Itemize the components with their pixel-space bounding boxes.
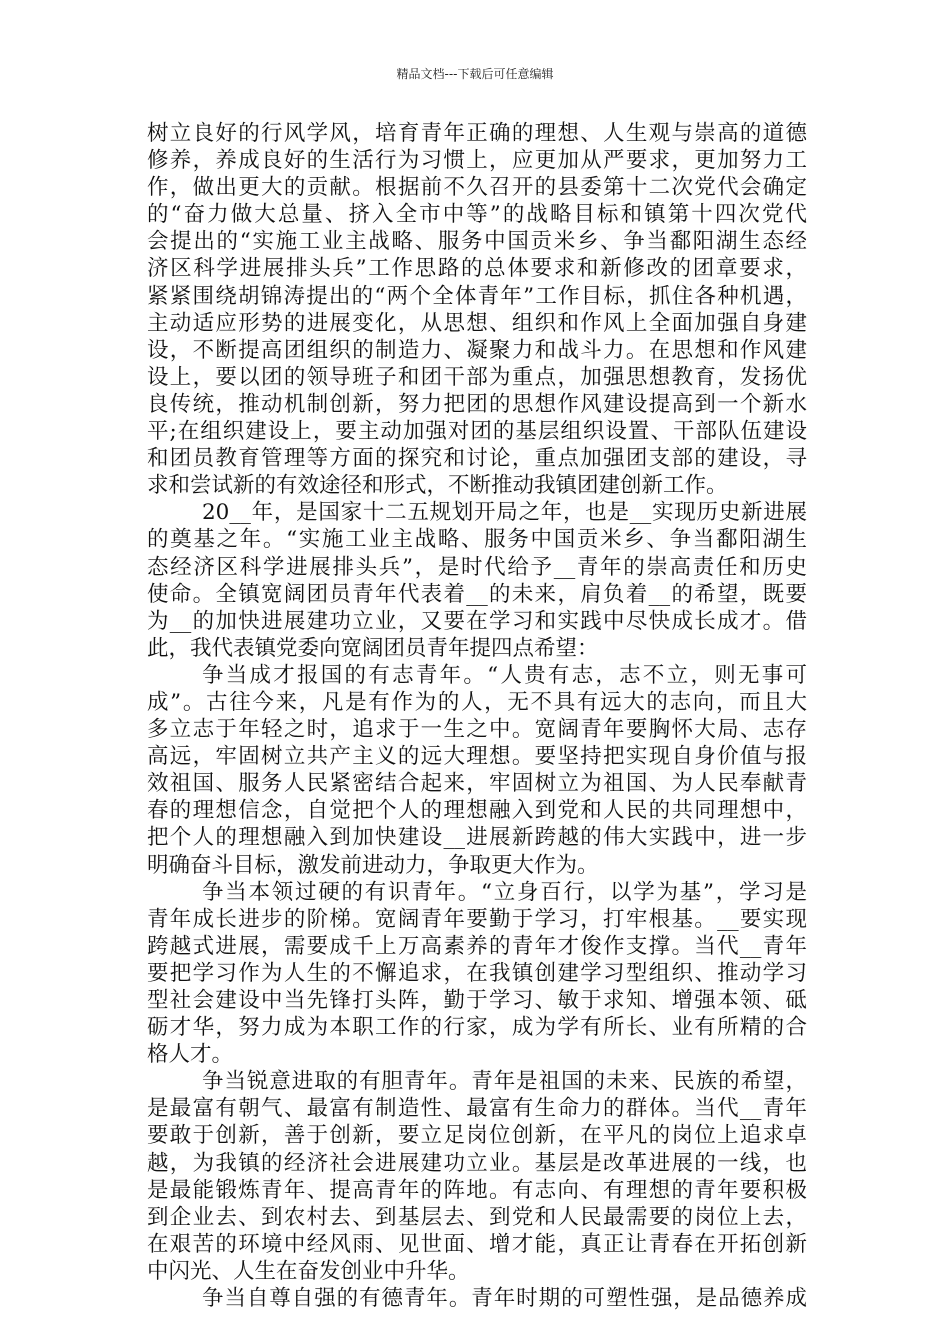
text-line: 高远，牢固树立共产主义的远大理想。要坚持把实现自身价值与报: [147, 744, 807, 770]
text-line: 砺才华，努力成为本职工作的行家，成为学有所长、业有所精的合: [147, 1015, 807, 1041]
text-line: 在艰苦的环境中经风雨、见世面、增才能，真正让青春在开拓创新: [147, 1231, 807, 1257]
text-line: 使命。全镇宽阔团员青年代表着__的未来，肩负着__的希望，既要: [147, 581, 807, 607]
text-line: 设上，要以团的领导班子和团干部为重点，加强思想教育，发扬优: [147, 364, 807, 390]
paragraph-first-line: 20__年，是国家十二五规划开局之年，也是__实现历史新进展: [202, 500, 807, 526]
text-line: 要把学习作为人生的不懈追求，在我镇创建学习型组织、推动学习: [147, 960, 807, 986]
text-line: 设，不断提高团组织的制造力、凝聚力和战斗力。在思想和作风建: [147, 337, 807, 363]
text-line: 中闪光、人生在奋发创业中升华。: [147, 1258, 470, 1284]
paragraph-first-line: 争当本领过硬的有识青年。“立身百行，以学为基”，学习是: [202, 879, 807, 905]
text-line: 跨越式进展，需要成千上万高素养的青年才俊作支撑。当代__青年: [147, 933, 807, 959]
text-line: 平;在组织建设上，要主动加强对团的基层组织设置、干部队伍建设: [147, 419, 807, 445]
text-line: 是最富有朝气、最富有制造性、最富有生命力的群体。当代__青年: [147, 1096, 807, 1122]
text-line: 态经济区科学进展排头兵”，是时代给予__青年的崇高责任和历史: [147, 554, 807, 580]
text-line: 春的理想信念，自觉把个人的理想融入到党和人民的共同理想中，: [147, 798, 807, 824]
paragraph-first-line: 争当成才报国的有志青年。“人贵有志，志不立，则无事可: [202, 662, 807, 688]
text-line: 要敢于创新，善于创新，要立足岗位创新，在平凡的岗位上追求卓: [147, 1123, 807, 1149]
text-line: 型社会建设中当先锋打头阵，勤于学习、敏于求知、增强本领、砥: [147, 988, 807, 1013]
text-line: 和团员教育管理等方面的探究和讨论，重点加强团支部的建设，寻: [147, 446, 807, 472]
text-line: 良传统，推动机制创新，努力把团的思想作风建设提高到一个新水: [147, 391, 807, 417]
text-line: 求和尝试新的有效途径和形式，不断推动我镇团建创新工作。: [147, 473, 728, 499]
text-line: 修养，养成良好的生活行为习惯上，应更加从严要求，更加努力工: [147, 148, 807, 174]
text-line: 到企业去、到农村去、到基层去、到党和人民最需要的岗位上去，: [147, 1204, 807, 1230]
text-line: 树立良好的行风学风，培育青年正确的理想、人生观与崇高的道德: [147, 121, 807, 146]
text-line: 是最能锻炼青年、提高青年的阵地。有志向、有理想的青年要积极: [147, 1177, 807, 1203]
text-line: 的奠基之年。“实施工业主战略、服务中国贡米乡、争当鄱阳湖生: [147, 527, 807, 553]
paragraph-first-line: 争当锐意进取的有胆青年。青年是祖国的未来、民族的希望，: [202, 1069, 807, 1095]
text-line: 成”。古往今来，凡是有作为的人，无不具有远大的志向，而且大: [147, 689, 807, 715]
text-line: 为__的加快进展建功立业，又要在学习和实践中尽快成长成才。借: [147, 608, 807, 634]
text-line: 作，做出更大的贡献。根据前不久召开的县委第十二次党代会确定: [147, 175, 807, 201]
text-line: 此，我代表镇党委向宽阔团员青年提四点希望：: [147, 635, 599, 661]
text-line: 把个人的理想融入到加快建设__进展新跨越的伟大实践中，进一步: [147, 825, 807, 851]
text-line: 明确奋斗目标，激发前进动力，争取更大作为。: [147, 852, 599, 878]
text-line: 紧紧围绕胡锦涛提出的“两个全体青年”工作目标，抓住各种机遇，: [147, 283, 807, 309]
text-line: 的“奋力做大总量、挤入全市中等”的战略目标和镇第十四次党代: [147, 202, 807, 228]
text-line: 青年成长进步的阶梯。宽阔青年要勤于学习，打牢根基。__要实现: [147, 906, 807, 932]
body-text: [147, 120, 807, 1312]
page-header: 精品文档---下载后可任意编辑: [396, 67, 554, 81]
text-line: 济区科学进展排头兵”工作思路的总体要求和新修改的团章要求，: [147, 256, 807, 282]
text-line: 主动适应形势的进展变化，从思想、组织和作风上全面加强自身建: [147, 310, 807, 336]
text-line: 会提出的“实施工业主战略、服务中国贡米乡、争当鄱阳湖生态经: [147, 229, 807, 255]
text-line: 越，为我镇的经济社会进展建功立业。基层是改革进展的一线，也: [147, 1150, 807, 1176]
text-line: 效祖国、服务人民紧密结合起来，牢固树立为祖国、为人民奉献青: [147, 771, 807, 797]
text-line: 格人才。: [147, 1042, 234, 1068]
text-line: 多立志于年轻之时，追求于一生之中。宽阔青年要胸怀大局、志存: [147, 717, 807, 743]
paragraph-first-line: 争当自尊自强的有德青年。青年时期的可塑性强，是品德养成: [202, 1286, 807, 1312]
